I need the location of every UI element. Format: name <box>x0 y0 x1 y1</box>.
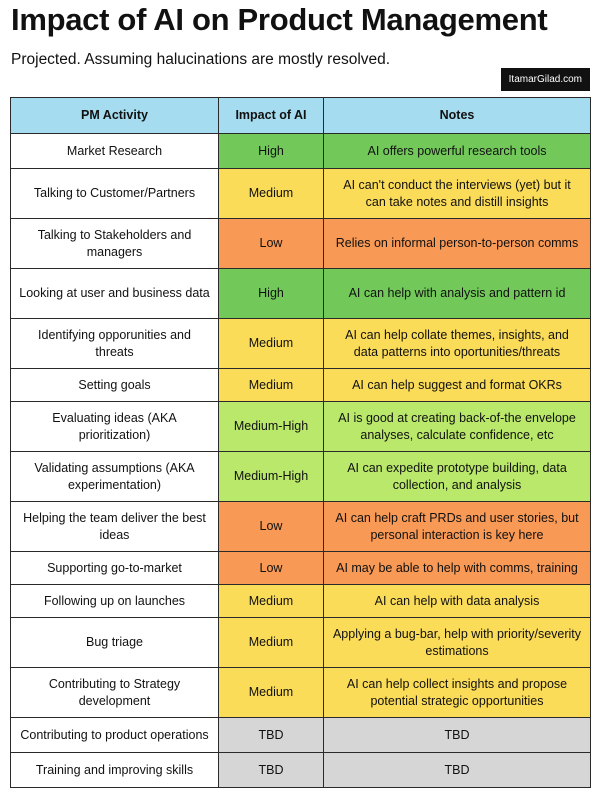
cell-activity: Contributing to product operations <box>11 718 219 753</box>
cell-notes: AI can help collect insights and propose potential strategic opportunities <box>324 668 591 718</box>
table-row <box>11 452 591 502</box>
cell-impact: Medium-High <box>219 452 324 502</box>
table-row <box>11 618 591 668</box>
table-row <box>11 134 591 169</box>
cell-activity: Talking to Stakeholders and managers <box>11 219 219 269</box>
cell-activity: Validating assumptions (AKA experimentation) <box>11 452 219 502</box>
cell-impact: High <box>219 134 324 169</box>
cell-notes: AI can help with data analysis <box>324 585 591 618</box>
cell-activity: Market Research <box>11 134 219 169</box>
cell-impact: Medium <box>219 668 324 718</box>
cell-notes: AI can help with analysis and pattern id <box>324 269 591 319</box>
cell-notes: AI is good at creating back-of-the envelope analyses, calculate confidence, etc <box>324 402 591 452</box>
cell-notes: Applying a bug-bar, help with priority/severity estimations <box>324 618 591 668</box>
table-row <box>11 502 591 552</box>
cell-impact: Low <box>219 502 324 552</box>
cell-notes: AI can't conduct the interviews (yet) but it can take notes and distill insights <box>324 169 591 219</box>
table-header-row <box>11 98 591 134</box>
cell-impact: Medium <box>219 618 324 668</box>
cell-activity: Evaluating ideas (AKA prioritization) <box>11 402 219 452</box>
table-row <box>11 219 591 269</box>
page-subtitle: Projected. Assuming halucinations are mostly resolved. <box>11 51 391 68</box>
header-pm-activity: PM Activity <box>11 98 219 134</box>
table-row <box>11 552 591 585</box>
table-row <box>11 369 591 402</box>
cell-notes: Relies on informal person-to-person comms <box>324 219 591 269</box>
cell-impact: Medium <box>219 585 324 618</box>
source-badge: ItamarGilad.com <box>501 68 590 91</box>
cell-activity: Helping the team deliver the best ideas <box>11 502 219 552</box>
cell-activity: Talking to Customer/Partners <box>11 169 219 219</box>
cell-notes: AI can expedite prototype building, data collection, and analysis <box>324 452 591 502</box>
cell-impact: Medium <box>219 369 324 402</box>
cell-activity: Supporting go-to-market <box>11 552 219 585</box>
table-row <box>11 668 591 718</box>
cell-activity: Setting goals <box>11 369 219 402</box>
cell-notes: AI offers powerful research tools <box>324 134 591 169</box>
impact-table <box>10 97 591 788</box>
table-row <box>11 269 591 319</box>
table-row <box>11 585 591 618</box>
cell-impact: Medium <box>219 319 324 369</box>
cell-impact: TBD <box>219 718 324 753</box>
table-row <box>11 402 591 452</box>
cell-activity: Contributing to Strategy development <box>11 668 219 718</box>
cell-activity: Following up on launches <box>11 585 219 618</box>
table-row <box>11 753 591 788</box>
cell-activity: Training and improving skills <box>11 753 219 788</box>
cell-impact: Low <box>219 552 324 585</box>
cell-impact: Low <box>219 219 324 269</box>
cell-notes: TBD <box>324 718 591 753</box>
header-impact-of-ai: Impact of AI <box>219 98 324 134</box>
table-row <box>11 319 591 369</box>
cell-impact: Medium-High <box>219 402 324 452</box>
cell-impact: High <box>219 269 324 319</box>
table-row <box>11 718 591 753</box>
cell-activity: Looking at user and business data <box>11 269 219 319</box>
cell-notes: AI can help collate themes, insights, and data patterns into oportunities/threats <box>324 319 591 369</box>
cell-activity: Bug triage <box>11 618 219 668</box>
cell-activity: Identifying opporunities and threats <box>11 319 219 369</box>
cell-notes: AI can help craft PRDs and user stories, but personal interaction is key here <box>324 502 591 552</box>
header-notes: Notes <box>324 98 591 134</box>
page-title: Impact of AI on Product Management <box>11 2 548 37</box>
cell-notes: AI can help suggest and format OKRs <box>324 369 591 402</box>
table-row <box>11 169 591 219</box>
cell-impact: TBD <box>219 753 324 788</box>
cell-notes: TBD <box>324 753 591 788</box>
cell-notes: AI may be able to help with comms, training <box>324 552 591 585</box>
cell-impact: Medium <box>219 169 324 219</box>
